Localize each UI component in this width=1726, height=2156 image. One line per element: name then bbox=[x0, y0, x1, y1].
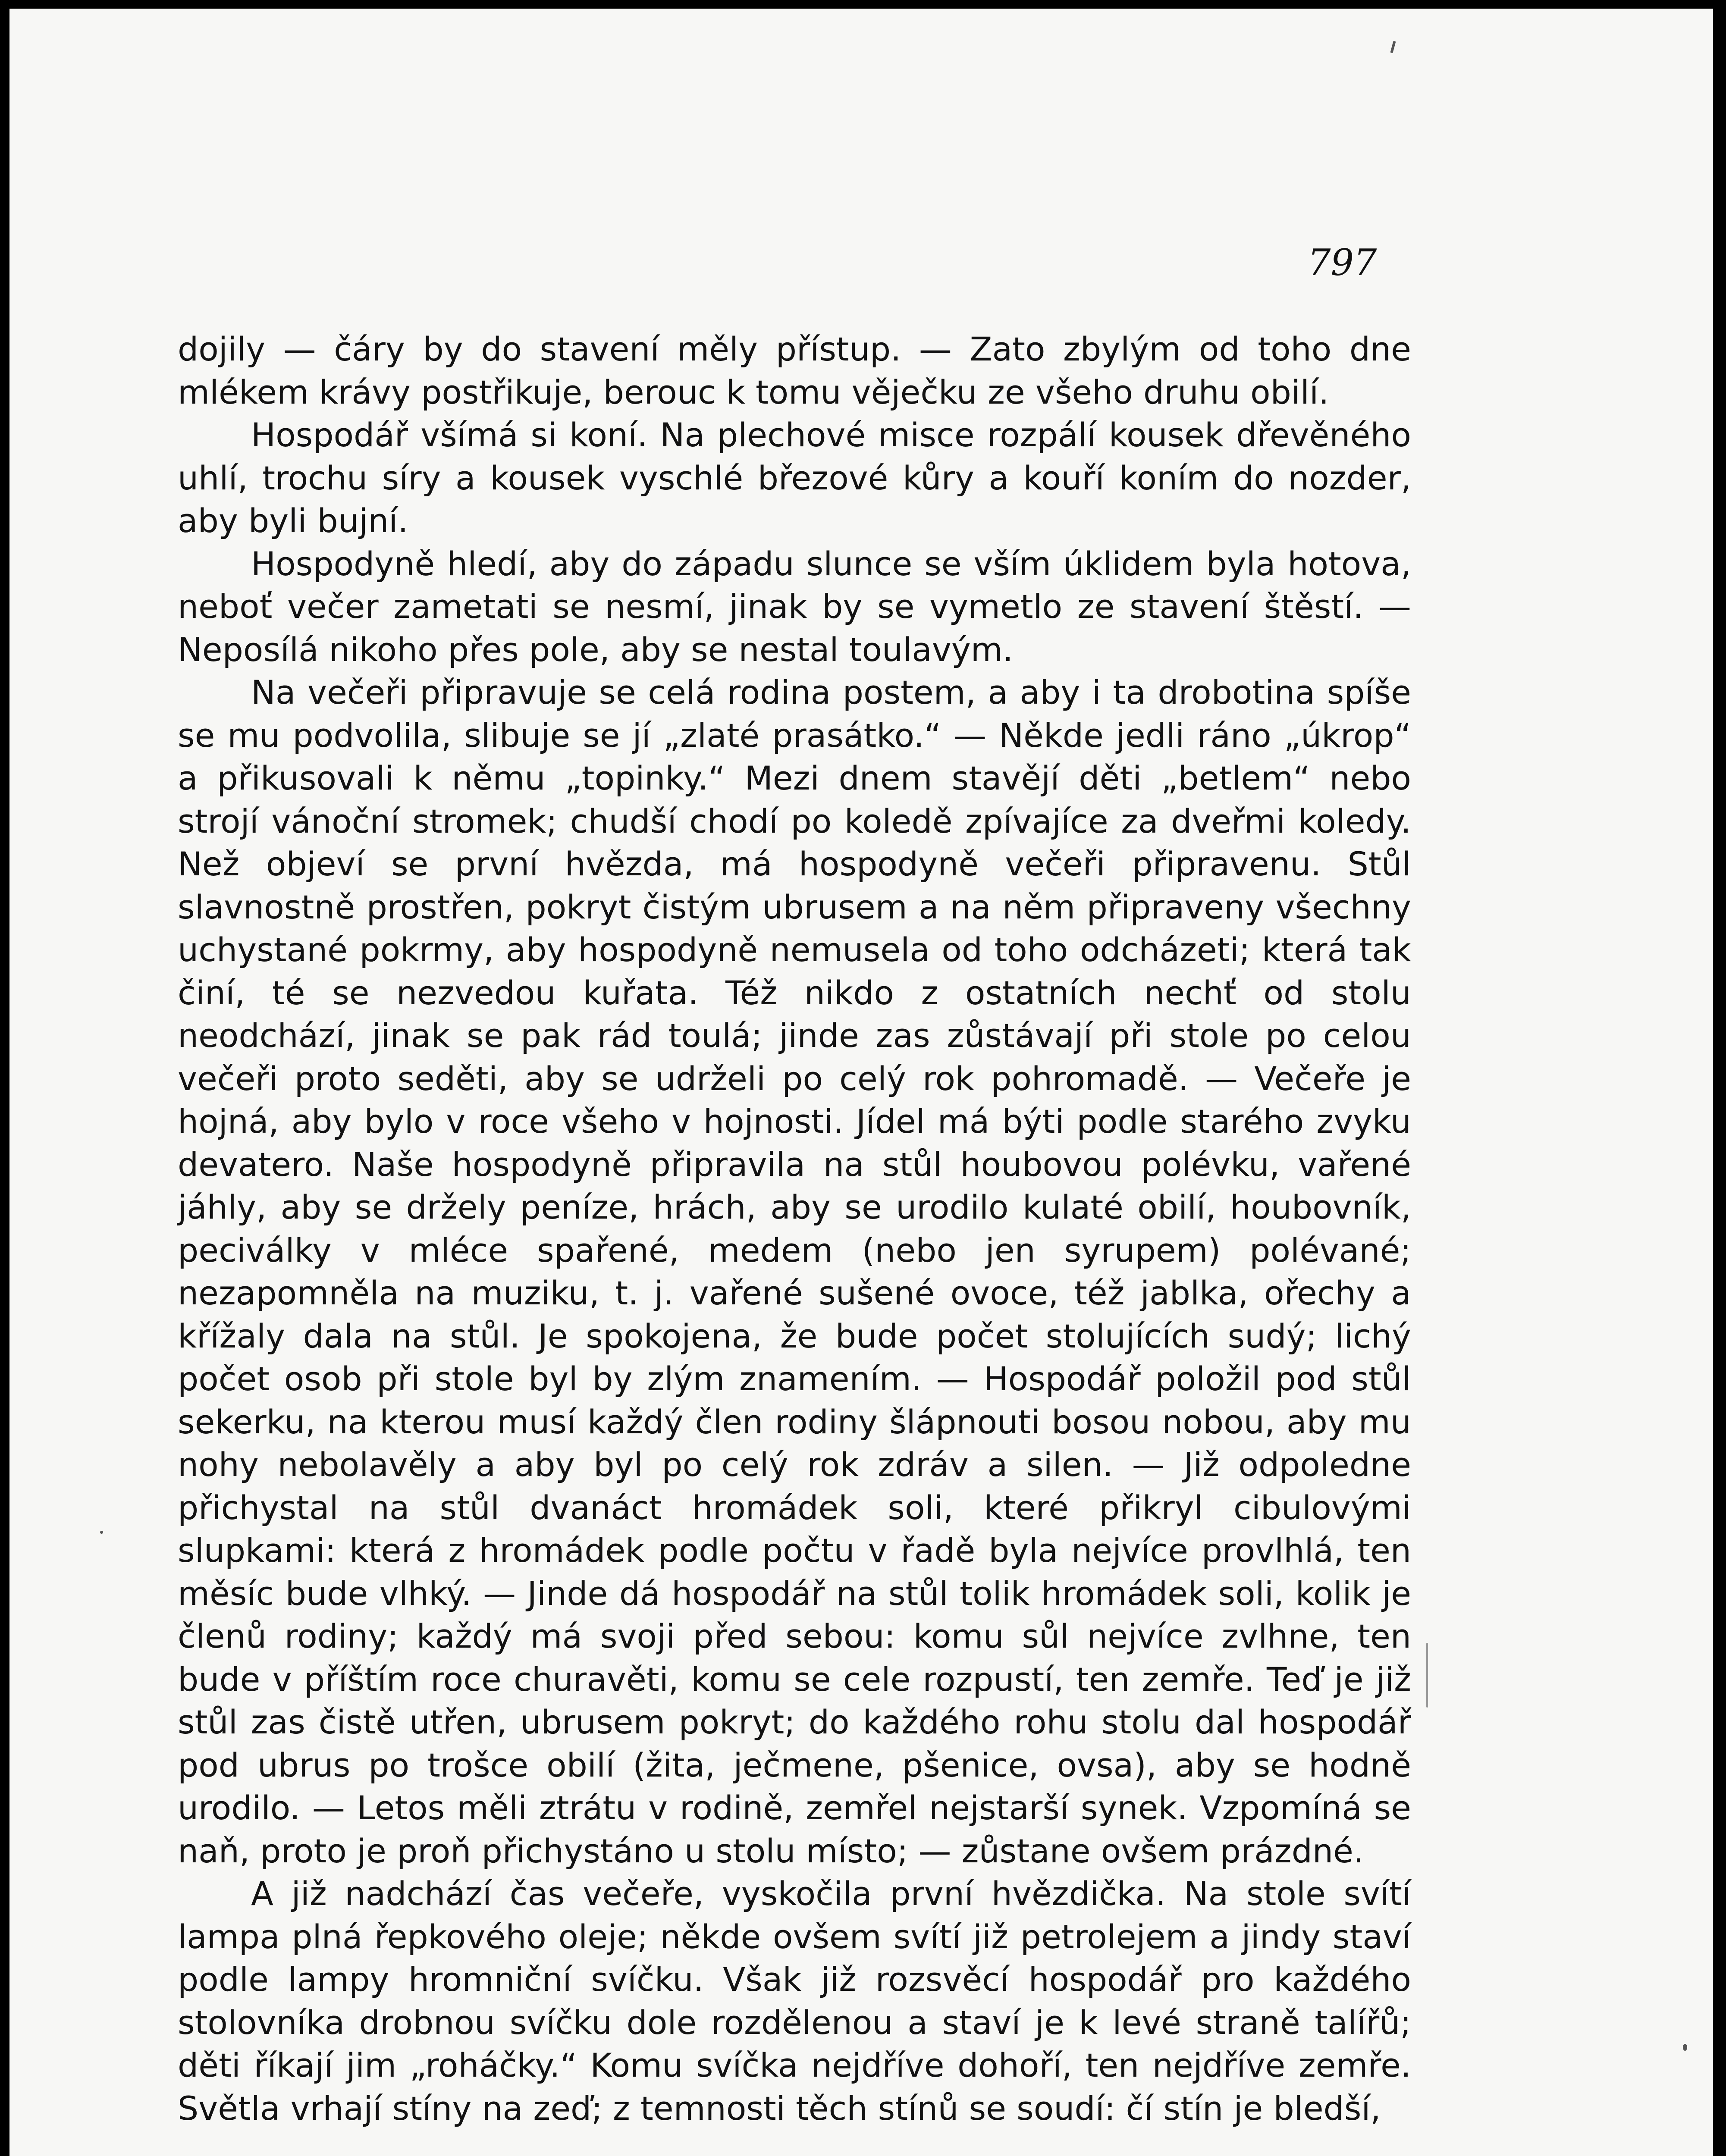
scanned-page bbox=[9, 9, 1713, 2156]
scan-speck bbox=[1390, 41, 1396, 53]
body-text bbox=[178, 328, 1411, 2130]
paragraph: Hospodář všímá si koní. Na plechové misce rozpálí kousek dřevěného uhlí, trochu síry a kousek vyschlé březové kůry a kouří koním do nozder, aby byli bujní. bbox=[178, 416, 1411, 540]
scan-speck bbox=[1683, 2044, 1687, 2051]
paragraph: Na večeři připravuje se celá rodina postem, a aby i ta drobotina spíše se mu podvolila, slibuje se jí „zlaté prasátko.“ — Někde jedli ráno „úkrop“ a přikusovali k němu „topinky.“ Mezi dnem stavějí děti „betlem“ nebo strojí vánoční stromek; chudší chodí po koledě zpívajíce za dveřmi koledy. Než objeví se první hvězda, má hospodyně večeři připravenu. Stůl slavnostně prostřen, pokryt čistým ubrusem a na něm připraveny všechny uchystané pokrmy, aby hospodyně nemusela od toho odcházeti; která tak činí, té se nezvedou kuřata. Též nikdo z ostatních nechť od stolu neodchází, jinak se pak rád toulá; jinde zas zůstávají při stole po celou večeři proto seděti, aby se udrželi po celý rok pohromadě. — Večeře je hojná, aby bylo v roce všeho v hojnosti. Jídel má býti podle starého zvyku devatero. Naše hospodyně připravila na stůl houbovou polévku, vařené jáhly, aby se držely peníze, hrách, aby se urodilo kulaté obilí, houbovník, peciválky v mléce spařené, medem (nebo jen syrupem) polévané; nezapomněla na muziku, t. j. vařené sušené ovoce, též jablka, ořechy a křížaly dala na stůl. Je spokojena, že bude počet stolujících sudý; lichý počet osob při stole byl by zlým znamením. — Hospodář položil pod stůl sekerku, na kterou musí každý člen rodiny šlápnouti bosou nobou, aby mu nohy nebolavěly a aby byl po celý rok zdráv a silen. — Již odpoledne přichystal na stůl dvanáct hromádek soli, které přikryl cibulovými slupkami: která z hromádek podle počtu v řadě byla nejvíce provlhlá, ten měsíc bude vlhký. — Jinde dá hospodář na stůl tolik hromádek soli, kolik je členů rodiny; každý má svoji před sebou: komu sůl nejvíce zvlhne, ten bude v příštím roce churavěti, komu se cele rozpustí, ten zemře. Teď je již stůl zas čistě utřen, ubrusem pokryt; do každého rohu stolu dal hospodář pod ubrus po trošce obilí (žita, ječmene, pšenice, ovsa), aby se hodně urodilo. — Letos měli ztrátu v rodině, zemřel nejstarší synek. Vzpomíná se naň, proto je proň přichystáno u stolu místo; — zůstane ovšem prázdné. bbox=[178, 673, 1411, 1870]
paragraph: dojily — čáry by do stavení měly přístup. — Zato zbylým od toho dne mlékem krávy postřikuje, berouc k tomu věječku ze všeho druhu obilí. bbox=[178, 330, 1411, 411]
paragraph: Hospodyně hledí, aby do západu slunce se vším úklidem byla hotova, neboť večer zametati se nesmí, jinak by se vymetlo ze stavení štěstí. — Neposílá nikoho přes pole, aby se nestal toulavým. bbox=[178, 544, 1411, 669]
scan-speck bbox=[100, 1531, 103, 1534]
paragraph: A již nadchází čas večeře, vyskočila první hvězdička. Na stole svítí lampa plná řepkového oleje; někde ovšem svítí již petrolejem a jindy staví podle lampy hromniční svíčku. Však již rozsvěcí hospodář pro každého stolovníka drobnou svíčku dole rozdělenou a staví je k levé straně talířů; děti říkají jim „roháčky.“ Komu svíčka nejdříve dohoří, ten nejdříve zemře. Světla vrhají stíny na zeď; z temnosti těch stínů se soudí: čí stín je bledší, bbox=[178, 1874, 1411, 2128]
page-number: 797 bbox=[1308, 241, 1377, 284]
scan-speck bbox=[1426, 1643, 1428, 1708]
